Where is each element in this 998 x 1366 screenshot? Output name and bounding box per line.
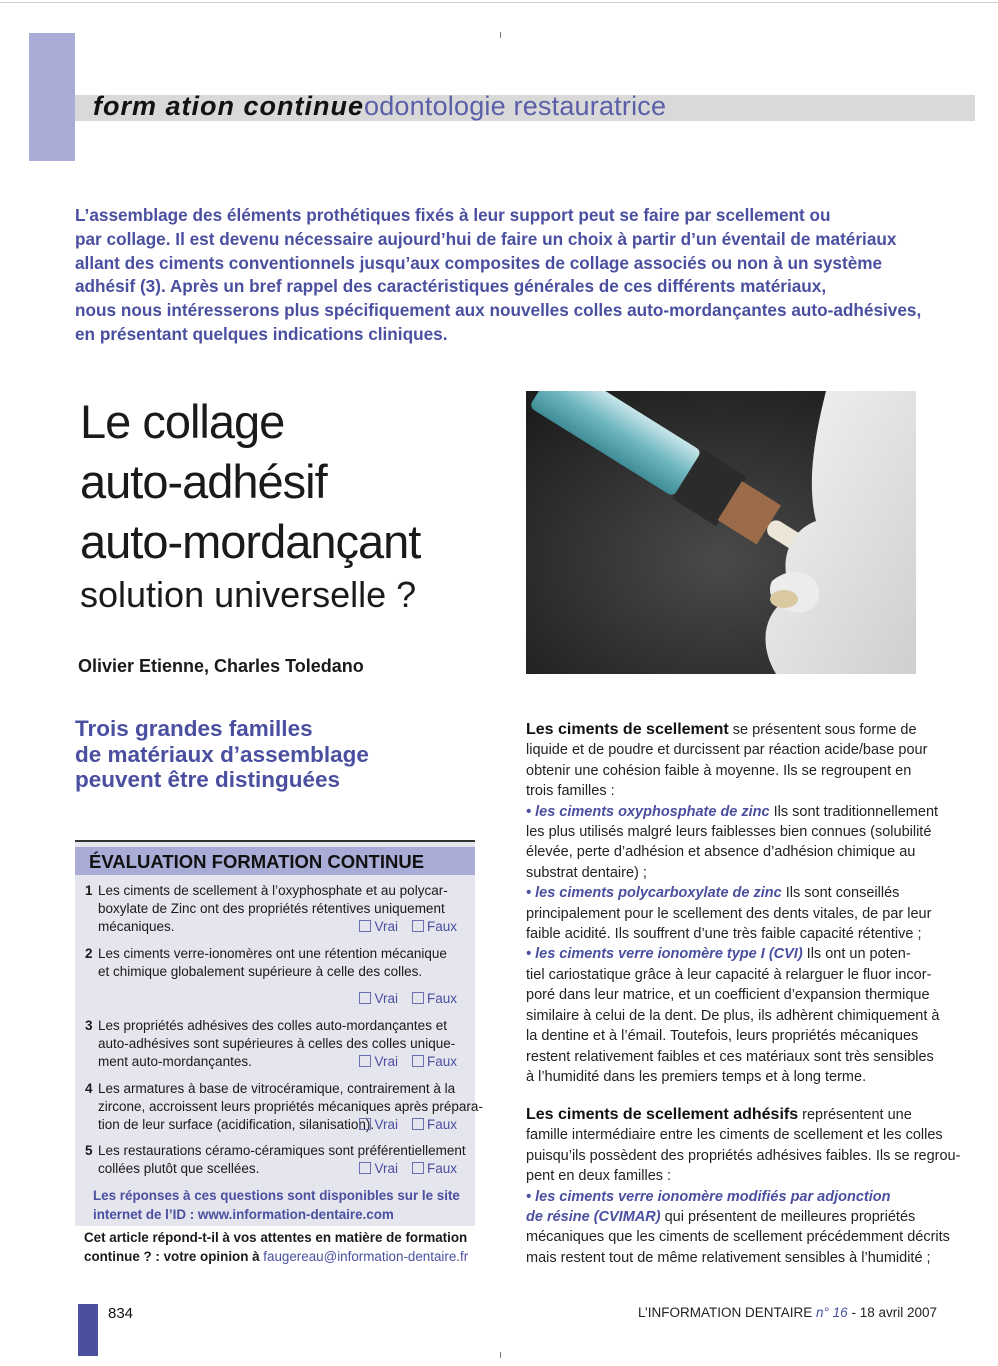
false-checkbox[interactable]: Faux: [412, 1161, 457, 1176]
intro-line: allant des ciments conventionnels jusqu’aux composites de collage associés ou non à un système: [75, 252, 883, 273]
article-title: [80, 392, 520, 618]
page-number: 834: [108, 1305, 134, 1322]
intro-line: L’assemblage des éléments prothétiques fixés à leur support peut se faire par scellement ou: [75, 205, 831, 225]
quiz-question: [85, 1017, 465, 1071]
journal-footer: [638, 1305, 937, 1320]
answer-options: [345, 1160, 457, 1178]
paragraph-line: la dentine et à l’émail. Toutefois, leurs propriétés mécaniques: [526, 1028, 919, 1045]
authors: Olivier Etienne, Charles Toledano: [78, 656, 364, 676]
quiz-question: [85, 945, 465, 1006]
title-subtitle: solution universelle ?: [80, 574, 417, 615]
question-line: Les ciments de scellement à l’oxyphosphate et au polycar-: [98, 883, 448, 898]
paragraph-line: tiel cariostatique grâce à leur capacité à relarguer le fluor incor-: [526, 966, 932, 983]
answer-options: [345, 1116, 457, 1134]
paragraph-line: puisqu’ils possèdent des propriétés adhésives faibles. Ils se regrou-: [526, 1147, 961, 1164]
paragraph-line: élevée, perte d’adhésion et absence d’adhésion chimique au: [526, 844, 916, 861]
true-checkbox[interactable]: Vrai: [359, 991, 398, 1006]
quiz-question: [85, 1080, 483, 1134]
title-line: auto-adhésif: [80, 455, 327, 508]
answers-note: [93, 1186, 460, 1224]
paragraph-line: liquide et de poudre et durcissent par réaction acide/base pour: [526, 742, 928, 759]
body-column-right-2: [526, 1105, 961, 1268]
quiz-question: [85, 1142, 465, 1178]
paragraph-line: mais restent tout de même relativement sensibles à l’humidité ;: [526, 1249, 931, 1266]
bullet-lead: de résine (CVIMAR): [526, 1209, 661, 1226]
opinion-note: [84, 1228, 468, 1266]
crop-mark-top: [500, 32, 501, 38]
paragraph-line: les plus utilisés malgré leurs faiblesses bien connues (solubilité: [526, 824, 932, 841]
paragraph-line: Les ciments de scellement adhésifs représentent une: [526, 1106, 912, 1123]
question-number: 3: [85, 1018, 93, 1033]
paragraph-line: substrat dentaire) ;: [526, 864, 647, 881]
question-number: 2: [85, 946, 93, 961]
paragraph-line: poré dans leur matrice, et un coefficient d’expansion thermique: [526, 987, 930, 1004]
bullet-line: [526, 1187, 920, 1207]
opinion-email-link[interactable]: faugereau@information-dentaire.fr: [263, 1249, 469, 1264]
title-line: auto-mordançant: [80, 515, 421, 568]
section-subheading: [75, 716, 369, 793]
opinion-line: continue ? : votre opinion à faugereau@information-dentaire.fr: [84, 1249, 469, 1264]
intro-line: en présentant quelques indications cliniques.: [75, 323, 448, 344]
title-line: Le collage: [80, 395, 285, 448]
question-line: tion de leur surface (acidification, silanisation).: [98, 1117, 375, 1132]
false-checkbox[interactable]: Faux: [412, 1054, 457, 1069]
article-photo: [526, 391, 916, 674]
journal-date: - 18 avril 2007: [847, 1305, 938, 1320]
subhead-line: de matériaux d’assemblage: [75, 741, 369, 767]
paragraph-line: faible acidité. Ils souffrent d’une très faible capacité rétentive ;: [526, 926, 922, 943]
quiz-question: [85, 882, 465, 936]
section-header-bold: form ation continue: [93, 91, 364, 121]
question-line: collées plutôt que scellées.: [98, 1161, 260, 1176]
false-checkbox[interactable]: Faux: [412, 919, 457, 934]
evaluation-box: [75, 840, 483, 1226]
true-checkbox[interactable]: Vrai: [359, 919, 398, 934]
paragraph-line: à l’humidité dans les premiers temps et à long terme.: [526, 1068, 867, 1085]
subhead-line: Trois grandes familles: [75, 716, 313, 741]
question-line: Les ciments verre-ionomères ont une rétention mécanique: [98, 946, 447, 961]
intro-paragraph: [75, 204, 935, 347]
true-checkbox[interactable]: Vrai: [359, 1117, 398, 1132]
section-color-bar: [29, 33, 75, 161]
paragraph-lead: Les ciments de scellement adhésifs: [526, 1106, 799, 1123]
paragraph-line: pent en deux familles :: [526, 1168, 672, 1185]
answers-line[interactable]: internet de l’ID : www.information-dentaire.com: [93, 1207, 394, 1222]
paragraph-line: obtenir une cohésion faible à moyenne. Ils se regroupent en: [526, 762, 912, 779]
intro-line: par collage. Il est devenu nécessaire aujourd’hui de faire un choix à partir d’un éventail de matériaux: [75, 228, 897, 249]
false-checkbox[interactable]: Faux: [412, 991, 457, 1006]
footer-color-bar: [78, 1304, 98, 1356]
bullet-lead: • les ciments oxyphosphate de zinc: [526, 803, 770, 820]
question-number: 1: [85, 883, 93, 898]
answers-line: Les réponses à ces questions sont disponibles sur le site: [93, 1188, 460, 1203]
body-column-right: [526, 720, 940, 1087]
question-line: ment auto-mordançantes.: [98, 1054, 252, 1069]
question-number: 4: [85, 1081, 93, 1096]
paragraph-line: trois familles :: [526, 783, 615, 800]
answer-options: [345, 990, 457, 1008]
top-rule: [0, 2, 998, 3]
true-checkbox[interactable]: Vrai: [359, 1054, 398, 1069]
opinion-line: Cet article répond-t-il à vos attentes en matière de formation: [84, 1230, 468, 1245]
bullet-line: de résine (CVIMAR) qui présentent de meilleures propriétés: [526, 1209, 916, 1226]
intro-line: adhésif (3). Après un bref rappel des caractéristiques générales de ces différents matériaux,: [75, 276, 827, 297]
bullet-lead: • les ciments polycarboxylate de zinc: [526, 885, 782, 902]
question-line: Les armatures à base de vitrocéramique, contrairement à la: [98, 1081, 456, 1096]
paragraph-line: principalement pour le scellement des dents vitales, de par leur: [526, 905, 932, 922]
question-number: 5: [85, 1143, 93, 1158]
question-line: mécaniques.: [98, 919, 175, 934]
paragraph-line: famille intermédiaire entre les ciments de scellement et les colles: [526, 1127, 943, 1144]
intro-line: nous nous intéresserons plus spécifiquement aux nouvelles colles auto-mordançantes auto-adhésives,: [75, 300, 922, 321]
bullet-line: • les ciments oxyphosphate de zinc Ils sont traditionnellement: [526, 803, 939, 820]
journal-name: L’INFORMATION DENTAIRE: [638, 1305, 817, 1320]
paragraph-lead: Les ciments de scellement: [526, 721, 729, 738]
paragraph-line: mécaniques que les ciments de scellement précédemment décrits: [526, 1229, 950, 1246]
bullet-line: • les ciments polycarboxylate de zinc Ils sont conseillés: [526, 885, 900, 902]
false-checkbox[interactable]: Faux: [412, 1117, 457, 1132]
answer-options: [345, 918, 457, 936]
question-line: auto-adhésives sont supérieures à celles des colles unique-: [98, 1036, 456, 1051]
answer-options: [345, 1053, 457, 1071]
section-header-topic: odontologie restauratrice: [364, 91, 667, 121]
photo-syringe-gloved-hand: [526, 391, 916, 674]
bullet-lead: • les ciments verre ionomère type I (CVI): [526, 946, 803, 963]
evaluation-title: ÉVALUATION FORMATION CONTINUE: [75, 847, 475, 875]
paragraph-line: similaire à celui de la dent. De plus, ils adhèrent chimiquement à: [526, 1007, 940, 1024]
section-header: [93, 91, 666, 122]
question-line: Les propriétés adhésives des colles auto-mordançantes et: [98, 1018, 447, 1033]
question-line: et chimique globalement supérieure à celle des colles.: [98, 964, 423, 979]
bullet-lead: • les ciments verre ionomère modifiés par adjonction: [526, 1188, 891, 1205]
subhead-line: peuvent être distinguées: [75, 767, 341, 792]
question-line: Les restaurations céramo-céramiques sont préférentiellement: [98, 1143, 466, 1158]
journal-issue: n° 16: [816, 1305, 848, 1320]
question-line: zircone, accroissent leurs propriétés mécaniques après prépara-: [98, 1099, 483, 1114]
bullet-line: • les ciments verre ionomère type I (CVI) Ils ont un poten-: [526, 946, 911, 963]
question-line: boxylate de Zinc ont des propriétés rétentives uniquement: [98, 901, 445, 916]
paragraph-line: restent relativement faibles et ces matériaux sont très sensibles: [526, 1048, 934, 1065]
paragraph-line: Les ciments de scellement se présentent sous forme de: [526, 721, 917, 738]
crop-mark-bottom: [500, 1352, 501, 1358]
true-checkbox[interactable]: Vrai: [359, 1161, 398, 1176]
